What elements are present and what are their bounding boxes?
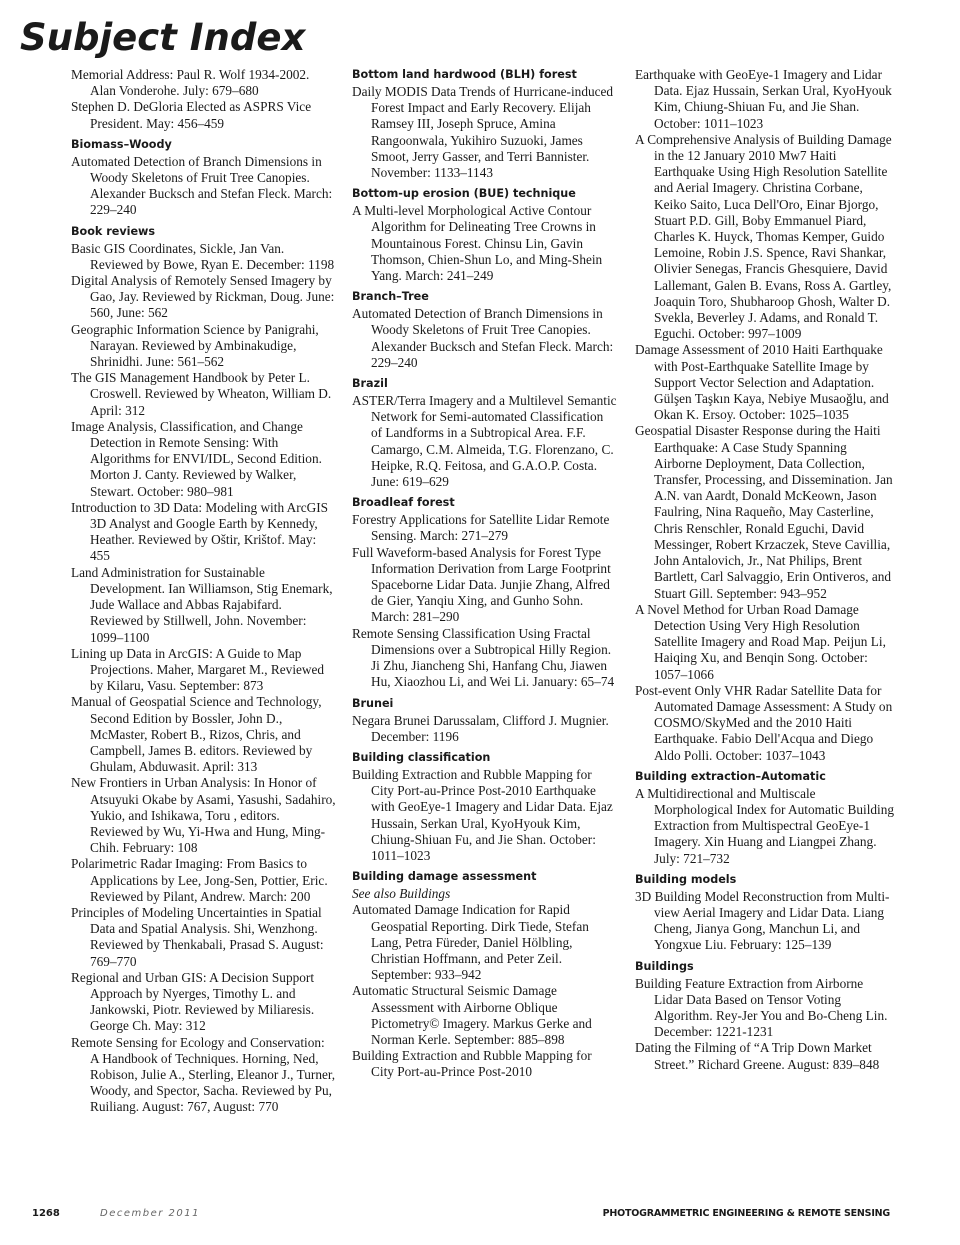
index-entry: Image Analysis, Classification, and Change Detection in Remote Sensing: With Algorithms for ENVI/IDL, Second Edition. Morton J. Canty. Reviewed by Walker, Stewart. October: 980–981	[71, 418, 322, 499]
index-entry: Building Feature Extraction from Airborne Lidar Data Based on Tensor Voting Algorithm. Rey-Jer You and Bo-Cheng Lin. December: 1221-1231	[635, 975, 888, 1040]
index-entry: Building Extraction and Rubble Mapping for City Port-au-Prince Post-2010	[352, 1048, 592, 1080]
index-entry: Automated Detection of Branch Dimensions in Woody Skeletons of Fruit Tree Canopies. Alexander Bucksch and Stefan Fleck. March: 229–240	[352, 306, 614, 370]
index-heading: Buildings	[635, 959, 694, 973]
index-entry: Stephen D. DeGloria Elected as ASPRS Vice President. May: 456–459	[71, 99, 312, 131]
index-column-2	[352, 67, 617, 1081]
journal-name: PHOTOGRAMMETRIC ENGINEERING & REMOTE SENSING	[602, 1208, 890, 1219]
index-entry: Daily MODIS Data Trends of Hurricane-induced Forest Impact and Early Recovery. Elijah Ramsey III, Joseph Spruce, Amina Rangoonwala, Yukihiro Suzuoki, James Smoot, Jerry Gasser, and Terri Bannister. November: 1133–1143	[352, 84, 614, 181]
index-entry: Principles of Modeling Uncertainties in Spatial Data and Spatial Analysis. Shi, Wenzhong. Reviewed by Thenkabali, Prasad S. August: 769–770	[71, 904, 324, 969]
index-entry: Earthquake with GeoEye-1 Imagery and Lidar Data. Ejaz Hussain, Serkan Ural, KyoHyouk Kim, Chiung-Shiuan Fu, and Jie Shan. October: 1011–1023	[635, 67, 892, 131]
index-entry: New Frontiers in Urban Analysis: In Honor of Atsuyuki Okabe by Asami, Yasushi, Sadahiro, Yukio, and Ishikawa, Toru , editors. Reviewed by Wu, Yi-Hwa and Hung, Ming-Chih. February: 108	[71, 775, 336, 856]
index-entry: Memorial Address: Paul R. Wolf 1934-2002. Alan Vonderohe. July: 679–680	[71, 67, 310, 99]
index-entry: Negara Brunei Darussalam, Clifford J. Mugnier. December: 1196	[352, 712, 609, 744]
index-entry: Post-event Only VHR Radar Satellite Data for Automated Damage Assessment: A Study on COSMO/SkyMed and the 2010 Haiti Earthquake. Fabio Dell'Acqua and Diego Aldo Polli. October: 1037–1043	[635, 682, 893, 763]
index-entry: A Multi-level Morphological Active Contour Algorithm for Delineating Tree Crowns in Mountainous Forest. Chinsu Lin, Gavin Thomson, Chien-Shun Lo, and Ming-Shein Yang. March: 241–249	[352, 203, 603, 284]
index-entry: Remote Sensing for Ecology and Conservation: A Handbook of Techniques. Horning, Ned, Robison, Julie A., Sterling, Eleanor J., Turner, Woody, and Spector, Sacha. Reviewed by Pu, Ruiliang. August: 767, August: 770	[71, 1034, 336, 1115]
index-entry: Forestry Applications for Satellite Lidar Remote Sensing. March: 271–279	[352, 512, 610, 544]
index-entry: Automated Damage Indication for Rapid Geospatial Reporting. Dirk Tiede, Stefan Lang, Petra Füreder, Daniel Hölbling, Christian Hoffmann, and Peter Zeil. September: 933–942	[352, 902, 589, 983]
index-entry: Full Waveform-based Analysis for Forest Type Information Derivation from Large Footprint Spaceborne Lidar Data. Junjie Zhang, Alfred de Gier, Yanqiu Xing, and Gunho Sohn. March: 281–290	[352, 544, 611, 625]
index-entry: Digital Analysis of Remotely Sensed Imagery by Gao, Jay. Reviewed by Rickman, Doug. June: 560, June: 562	[71, 273, 335, 321]
index-entry: Geospatial Disaster Response during the Haiti Earthquake: A Case Study Spanning Airborne Deployment, Data Collection, Transfer, Processing, and Dissemination. Jan A.N. van Aardt, Donald McKeown, Jason Faulring, Nina Raqueño, May Casterline, Chris Renschler, Ronald Eguchi, David Messinger, Robert Krzaczek, Steve Cavillia, John Antalovich, Jr., Nat Philips, Brent Bartlett, Carl Salvaggio, Erin Ontiveros, and Stuart Gill. September: 943–952	[635, 423, 893, 601]
index-heading: Bottom land hardwood (BLH) forest	[352, 68, 577, 81]
index-heading: Broadleaf forest	[352, 496, 455, 510]
index-entry: Polarimetric Radar Imaging: From Basics to Applications by Lee, Jong-Sen, Pottier, Eric. Reviewed by Pilant, Andrew. March: 200	[71, 856, 328, 904]
index-heading: Book reviews	[71, 224, 156, 238]
index-entry: Regional and Urban GIS: A Decision Support Approach by Nyerges, Timothy L. and Jankowski, Piotr. Reviewed by Miliaresis. George Ch. May: 312	[71, 969, 315, 1034]
index-entry: Land Administration for Sustainable Development. Ian Williamson, Stig Enemark, Jude Wallace and Abbas Rajabifard. Reviewed by Stillwell, John. November: 1099–1100	[71, 564, 333, 645]
index-entry: 3D Building Model Reconstruction from Multi-view Aerial Imagery and Lidar Data. Liang Cheng, Jianya Gong, Manchun Li, and Yongxue Liu. February: 125–139	[635, 888, 890, 953]
see-also-note: See also Buildings	[352, 886, 451, 902]
index-entry: Building Extraction and Rubble Mapping for City Port-au-Prince Post-2010 Earthquake with GeoEye-1 Imagery and Lidar Data. Ejaz Hussain, Serkan Ural, KyoHyouk Kim, Chiung-Shiuan Fu, and Jie Shan. October: 1011–1023	[352, 766, 613, 863]
issue-date: December 2011	[100, 1208, 200, 1219]
index-heading: Building damage assessment	[352, 870, 537, 884]
index-heading: Brazil	[352, 377, 388, 391]
index-entry: Lining up Data in ArcGIS: A Guide to Map Projections. Maher, Margaret M., Reviewed by Kilaru, Vasu. September: 873	[71, 645, 325, 694]
index-heading: Building models	[635, 872, 737, 886]
page-number: 1268	[32, 1208, 60, 1219]
index-column-3	[635, 67, 895, 1073]
index-heading: Branch–Tree	[352, 290, 429, 304]
index-entry: ASTER/Terra Imagery and a Multilevel Semantic Network for Semi-automated Classification of Landforms in a Subtropical Area. F.F. Camargo, C.M. Almeida, T.G. Florenzano, C. Heipke, R.Q. Feitosa, and G.A.O.P. Costa. June: 619–629	[352, 393, 617, 490]
index-entry: A Multidirectional and Multiscale Morphological Index for Automatic Building Extraction from Multispectral GeoEye-1 Imagery. Xin Huang and Liangpei Zhang. July: 721–732	[635, 785, 895, 866]
index-entry: Remote Sensing Classification Using Fractal Dimensions over a Subtropical Hilly Region. Ji Zhu, Jiancheng Shi, Hanfang Chu, Jiawen Hu, Xiaozhou Li, and Wei Li. January: 65–74	[352, 625, 615, 690]
index-entry: Dating the Filming of “A Trip Down Market Street.” Richard Greene. August: 839–848	[635, 1040, 880, 1072]
index-entry: Damage Assessment of 2010 Haiti Earthquake with Post-Earthquake Satellite Image by Support Vector Selection and Adaptation. Gülşen Taşkın Kaya, Nebiye Musaoğlu, and Okan K. Ersoy. October: 1025–1035	[635, 342, 889, 423]
index-column-1	[71, 67, 336, 1116]
index-entry: Geographic Information Science by Panigrahi, Narayan. Reviewed by Ambinakudige, Shrinidhi. June: 561–562	[71, 321, 319, 370]
index-entry: The GIS Management Handbook by Peter L. Croswell. Reviewed by Wheaton, William D. April: 312	[71, 370, 332, 418]
index-heading: Building extraction–Automatic	[635, 769, 826, 783]
index-entry: Basic GIS Coordinates, Sickle, Jan Van. Reviewed by Bowe, Ryan E. December: 1198	[71, 240, 335, 272]
index-heading: Bottom-up erosion (BUE) technique	[352, 187, 576, 201]
index-heading: Biomass–Woody	[71, 137, 172, 151]
index-heading: Building classification	[352, 750, 491, 764]
index-entry: A Comprehensive Analysis of Building Damage in the 12 January 2010 Mw7 Haiti Earthquake Using High Resolution Satellite and Aerial Imagery. Christina Corbane, Keiko Saito, Luca Dell'Oro, Einar Bjorgo, Stuart P.D. Gill, Boby Emmanuel Piard, Charles K. Huyck, Thomas Kemper, Guido Lemoine, Robin J.S. Spence, Ravi Shankar, Olivier Senegas, Francis Ghesquiere, David Lallemant, Galen B. Evans, Ross A. Gartley, Joaquin Toro, Shubharoop Ghosh, Walter D. Svekla, Beverley J. Adams, and Ronald T. Eguchi. October: 997–1009	[635, 131, 892, 342]
index-entry: Automated Detection of Branch Dimensions in Woody Skeletons of Fruit Tree Canopies. Alexander Bucksch and Stefan Fleck. March: 229–240	[71, 153, 333, 218]
index-entry: Introduction to 3D Data: Modeling with ArcGIS 3D Analyst and Google Earth by Kennedy, Heather. Reviewed by Oštir, Krištof. May: 455	[71, 499, 329, 564]
page-title: Subject Index	[20, 16, 306, 59]
index-entry: A Novel Method for Urban Road Damage Detection Using Very High Resolution Satellite Imagery and Road Map. Peijun Li, Haiqing Xu, and Benqin Song. October: 1057–1066	[635, 601, 886, 682]
index-entry: Manual of Geospatial Science and Technology, Second Edition by Bossler, John D., McMaster, Robert B., Rizos, Chris, and Campbell, James B. editors. Reviewed by Ghulam, Abduwasit. April: 313	[71, 694, 322, 775]
index-entry: Automatic Structural Seismic Damage Assessment with Airborne Oblique Pictometry© Imagery. Markus Gerke and Norman Kerle. September: 885–898	[352, 983, 592, 1047]
index-heading: Brunei	[352, 696, 394, 710]
